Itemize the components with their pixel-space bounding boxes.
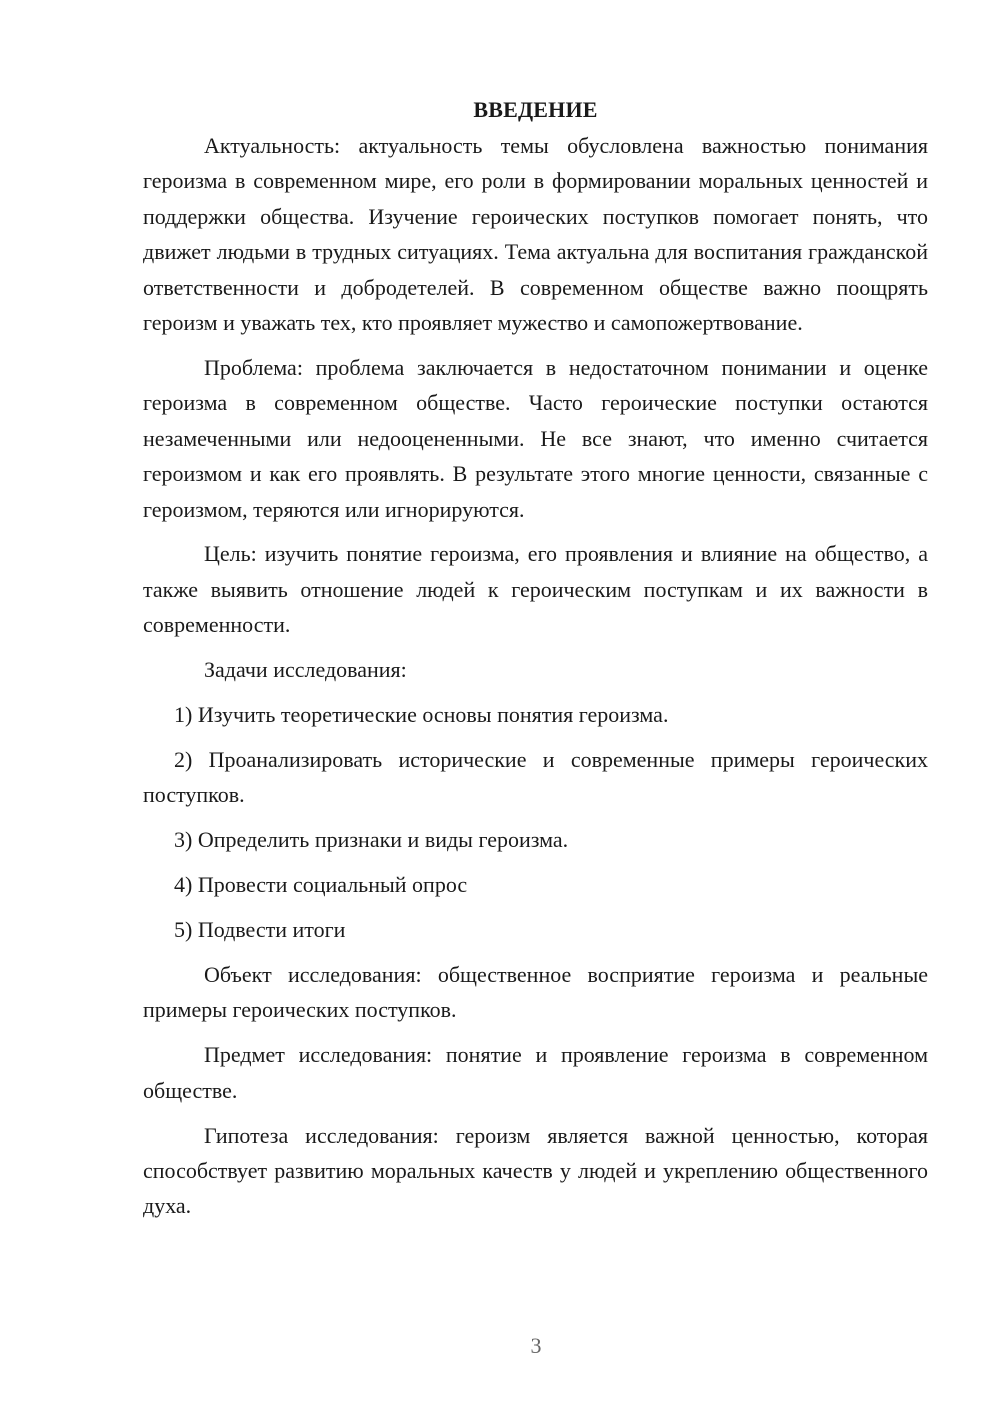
task-item-1: 1) Изучить теоретические основы понятия героизма. bbox=[174, 702, 669, 728]
page-title: ВВЕДЕНИЕ bbox=[473, 97, 598, 122]
subject-paragraph: Предмет исследования: понятие и проявление героизма в современном обществе. bbox=[143, 1042, 928, 1103]
problem-paragraph: Проблема: проблема заключается в недостаточном понимании и оценке героизма в современном обществе. Часто героические поступки остаются незамеченными или недооцененными. Не все знают, что именно считается героизмом и как его проявлять. В результате этого многие ценности, связанные с героизмом, теряются или игнорируются. bbox=[143, 354, 928, 522]
object-paragraph: Объект исследования: общественное восприятие героизма и реальные примеры героических поступков. bbox=[143, 962, 928, 1023]
tasks-heading: Задачи исследования: bbox=[204, 657, 407, 683]
page-content bbox=[143, 92, 928, 1233]
relevance-paragraph: Актуальность: актуальность темы обусловлена важностью понимания героизма в современном мире, его роли в формировании моральных ценностей и поддержки общества. Изучение героических поступков помогает понять, что движет людьми в трудных ситуациях. Тема актуальна для воспитания гражданской ответственности и добродетелей. В современном обществе важно поощрять героизм и уважать тех, кто проявляет мужество и самопожертвование. bbox=[143, 133, 928, 336]
hypothesis-paragraph: Гипотеза исследования: героизм является важной ценностью, которая способствует развитию моральных качеств у людей и укреплению общественного духа. bbox=[143, 1122, 928, 1219]
task-item-2: 2) Проанализировать исторические и современные примеры героических поступков. bbox=[143, 747, 928, 808]
goal-paragraph: Цель: изучить понятие героизма, его проявления и влияние на общество, а также выявить отношение людей к героическим поступкам и их важности в современности. bbox=[143, 541, 928, 638]
task-item-3: 3) Определить признаки и виды героизма. bbox=[174, 827, 569, 853]
page-number: 3 bbox=[530, 1333, 542, 1358]
task-item-4: 4) Провести социальный опрос bbox=[174, 872, 468, 898]
task-item-5: 5) Подвести итоги bbox=[174, 917, 346, 943]
